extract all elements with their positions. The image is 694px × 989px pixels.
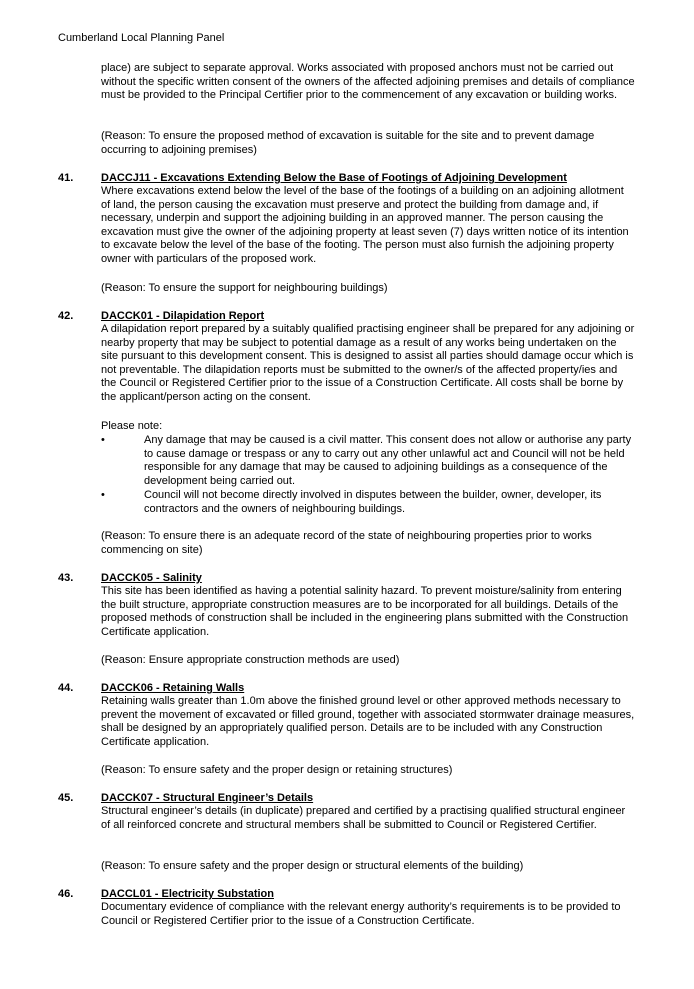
condition-reason: (Reason: To ensure safety and the proper design or structural elements of the building): [101, 860, 524, 872]
note-label: Please note:: [101, 420, 163, 432]
condition-reason: (Reason: To ensure there is an adequate record of the state of neighbouring properties prior to works commencing on site): [101, 530, 592, 556]
condition-number: 46.: [58, 888, 74, 900]
condition-number: 41.: [58, 172, 74, 184]
condition-title: DACCL01 - Electricity Substation: [101, 888, 274, 900]
condition-reason: (Reason: To ensure the support for neighbouring buildings): [101, 282, 388, 294]
condition-reason: (Reason: To ensure safety and the proper design or retaining structures): [101, 764, 453, 776]
condition-title: DACCK07 - Structural Engineer’s Details: [101, 792, 314, 804]
bullet-item: Council will not become directly involved in disputes between the builder, owner, developer, its contractors and the owners of neighbouring buildings.: [144, 489, 602, 515]
condition-body: Retaining walls greater than 1.0m above the finished ground level or other approved methods necessary to prevent the movement of excavated or filled ground, together with associated stormwater drainage measures, shall be designed by an appropriately qualified person. Details are to be included with any Construction Certificate application.: [101, 695, 635, 748]
condition-body: Documentary evidence of compliance with the relevant energy authority’s requirements is to be provided to Council or Registered Certifier prior to the issue of a Construction Certificate.: [101, 901, 621, 927]
condition-title: DACCK06 - Retaining Walls: [101, 682, 245, 694]
condition-number: 44.: [58, 682, 74, 694]
condition-title: DACCK05 - Salinity: [101, 572, 202, 584]
bullet-item: Any damage that may be caused is a civil matter. This consent does not allow or authorise any party to cause damage or trespass or any to carry out any other unlawful act and Council will not be held responsible for any damage that may be caused to adjoining buildings as a consequence of the development being carried out.: [144, 434, 632, 487]
condition-body: This site has been identified as having a potential salinity hazard. To prevent moisture/salinity from entering the built structure, appropriate construction measures are to be incorporated for all buildings. Details of the proposed methods of construction shall be included in the engineering plans submitted with the Construction Certificate application.: [101, 585, 629, 638]
condition-number: 45.: [58, 792, 74, 804]
continuation-text: place) are subject to separate approval. Works associated with proposed anchors must not be carried out without the specific written consent of the owners of the affected adjoining premises and details of compliance must be provided to the Principal Certifier prior to the commencement of any excavation or building works.: [101, 62, 635, 102]
condition-number: 42.: [58, 310, 74, 322]
condition-body: Structural engineer’s details (in duplicate) prepared and certified by a practising qualified structural engineer of all reinforced concrete and structural members shall be submitted to Council or Registered Certifier.: [101, 805, 626, 831]
condition-number: 43.: [58, 572, 74, 584]
continuation-reason: (Reason: To ensure the proposed method of excavation is suitable for the site and to prevent damage occurring to adjoining premises): [101, 130, 595, 156]
condition-body: Where excavations extend below the level of the base of the footings of a building on an adjoining allotment of land, the person causing the excavation must preserve and protect the building from damage and, if necessary, underpin and support the adjoining building in an approved manner. The person causing the excavation must give the owner of the adjoining property at least seven (7) days written notice of its intention to excavate below the level of the base of the footing. The person must also furnish the adjoining property owner with particulars of the proposed work.: [101, 185, 629, 265]
condition-title: DACCJ11 - Excavations Extending Below the Base of Footings of Adjoining Development: [101, 172, 567, 184]
page-header: Cumberland Local Planning Panel: [58, 32, 225, 44]
bullet-symbol: •: [101, 489, 105, 501]
bullet-symbol: •: [101, 434, 105, 446]
condition-title: DACCK01 - Dilapidation Report: [101, 310, 265, 322]
condition-reason: (Reason: Ensure appropriate construction methods are used): [101, 654, 400, 666]
condition-body: A dilapidation report prepared by a suitably qualified practising engineer shall be prepared for any adjoining or nearby property that may be subject to potential damage as a result of any works being undertaken on the site pursuant to this development consent. This is designed to assist all parties should damage occur which is not preventable. The dilapidation reports must be submitted to the owner/s of the affected property/ies and the Council or Registered Certifier prior to the issue of a Construction Certificate. All costs shall be borne by the applicant/person acting on the consent.: [101, 323, 635, 403]
